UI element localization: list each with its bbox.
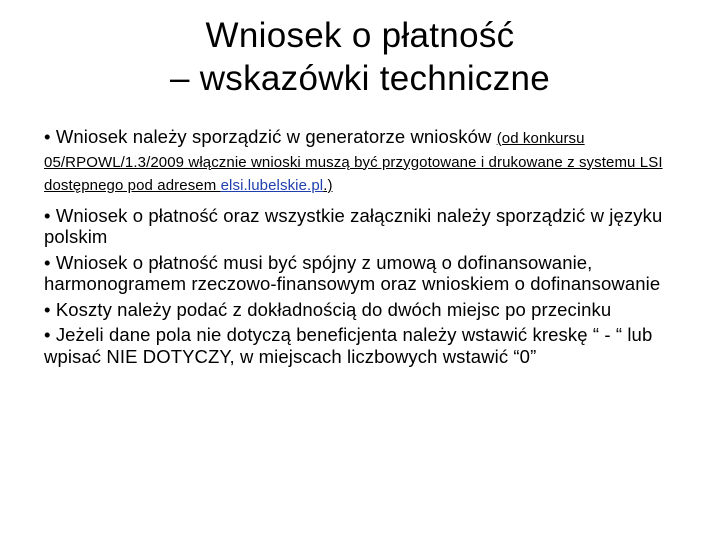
title-line-2: – wskazówki techniczne [169, 59, 551, 98]
bullet-generator-note-end: .) [323, 177, 333, 194]
bullet-list [44, 126, 704, 371]
lsi-link[interactable]: elsi.lubelskie.pl [220, 177, 324, 194]
bullet-consistency: • Wniosek o płatność musi być spójny z umową o dofinansowanie, harmonogramem rzeczowo-finansowym oraz wnioskiem o dofinansowanie [44, 251, 661, 294]
bullet-generator-text: • Wniosek należy sporządzić w generatorze wniosków [44, 126, 497, 147]
bullet-language: • Wniosek o płatność oraz wszystkie załączniki należy sporządzić w języku polskim [44, 204, 663, 247]
title-line-1: Wniosek o płatność [205, 16, 515, 55]
bullet-precision: • Koszty należy podać z dokładnością do dwóch miejsc po przecinku [44, 298, 612, 320]
slide-title [0, 14, 720, 100]
bullet-not-applicable: • Jeżeli dane pola nie dotyczą beneficjenta należy wstawić kreskę “ - “ lub wpisać NIE DOTYCZY, w miejscach liczbowych wstawić “0” [44, 324, 653, 367]
bullet-generator [44, 126, 704, 197]
bullet-generator-note-start: (od konkursu 05/RPOWL/1.3/2009 włącznie wnioski muszą być przygotowane i drukowane z systemu LSI dostępnego pod adresem [44, 130, 663, 194]
